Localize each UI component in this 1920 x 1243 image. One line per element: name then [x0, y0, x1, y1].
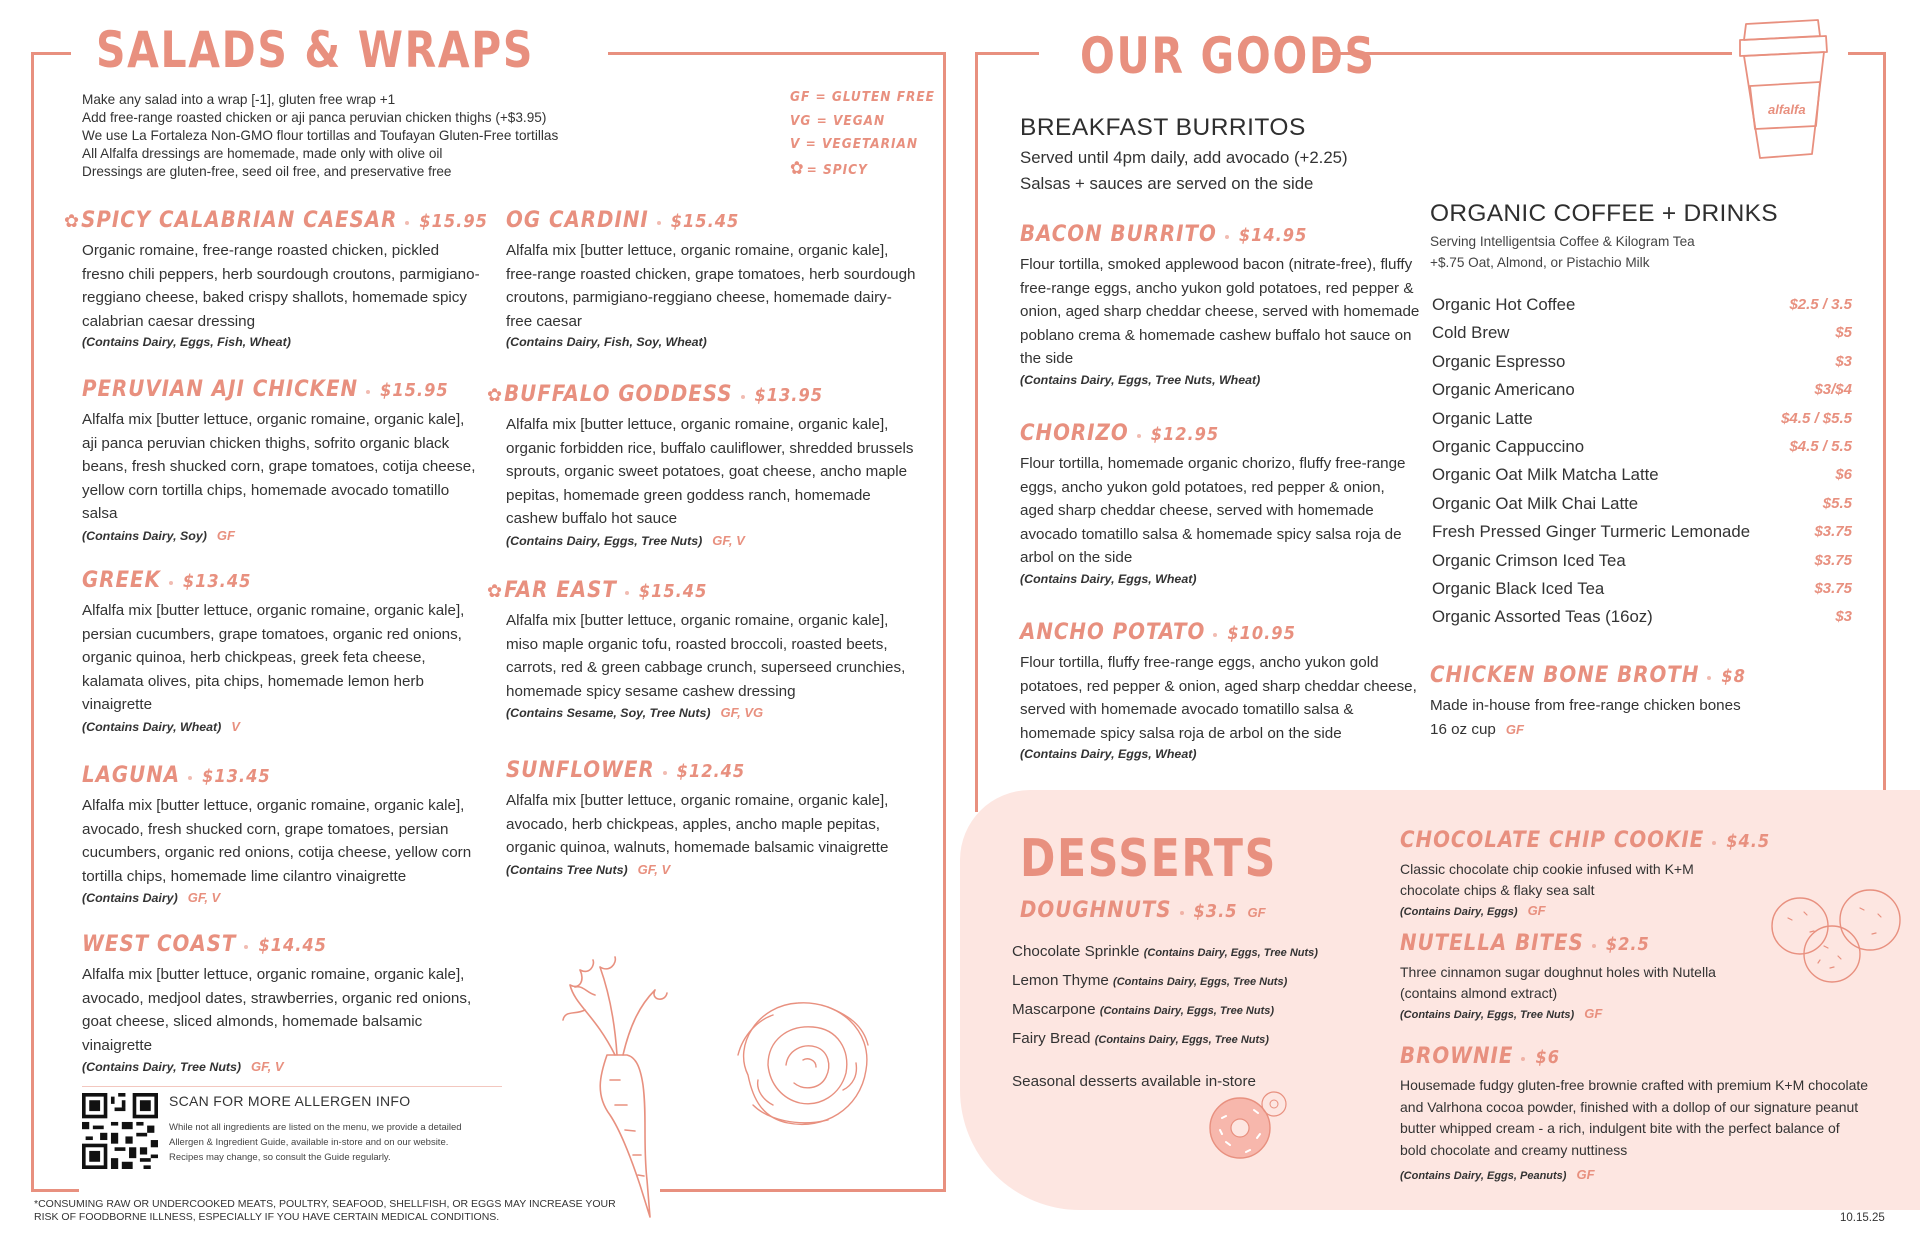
goods-frame-top-right [1848, 52, 1886, 55]
item-price: $14.95 [1238, 225, 1308, 246]
legend-gf: GF = GLUTEN FREE [790, 89, 935, 105]
item-desc: Alfalfa mix [butter lettuce, organic romaine, organic kale], free-range roasted chicken, grape tomatoes, herb sourdough croutons, parmigiano-reggiano cheese, homemade dairy-free caesar [506, 242, 916, 330]
item-price: $14.45 [258, 935, 327, 956]
item-desc: Alfalfa mix [butter lettuce, organic romaine, organic kale], avocado, medjool dates, strawberries, organic red onions, goat cheese, sliced almonds, homemade balsamic vinaigrette [82, 966, 472, 1054]
coffee-sub2: +$.75 Oat, Almond, or Pistachio Milk [1430, 255, 1650, 270]
chili-icon: ✿ [790, 157, 805, 179]
doughnut-row: Mascarpone (Contains Dairy, Eggs, Tree Nuts) [1012, 1001, 1275, 1018]
diet-tags: V [231, 718, 240, 734]
drink-name: Organic Americano [1432, 380, 1575, 400]
item-name: WEST COAST [82, 932, 237, 957]
diet-tags: GF [1584, 1006, 1603, 1021]
drink-row [1432, 490, 1852, 518]
item-name: OG CARDINI [506, 208, 649, 233]
diet-tags: GF [1576, 1167, 1595, 1182]
item-price: $15.45 [638, 581, 708, 602]
drink-price: $3 [1835, 352, 1852, 370]
burritos-sub1: Served until 4pm daily, add avocado (+2.25) [1020, 148, 1348, 167]
item-name: BUFFALO GODDESS [504, 382, 733, 407]
item-desc: Alfalfa mix [butter lettuce, organic romaine, organic kale], organic forbidden rice, buffalo cauliflower, shredded brussels sprouts, organic sweet potatoes, goat cheese, ancho maple pepitas, homemade green goddess ranch, homemade cashew buffalo hot sauce [506, 416, 914, 527]
item-desc: Flour tortilla, fluffy free-range eggs, ancho yukon gold potatoes, red pepper & onion, aged sharp cheddar cheese, served with homemade avocado tomatillo salsa & homemade spicy salsa roja de arbol on the side [1020, 654, 1417, 742]
burritos-sub2: Salsas + sauces are served on the side [1020, 174, 1314, 193]
intro-line: We use La Fortaleza Non-GMO flour tortillas and Toufayan Gluten-Free tortillas [82, 128, 559, 143]
item-name: BROWNIE [1400, 1044, 1514, 1069]
qr-code-icon[interactable] [82, 1093, 158, 1169]
diet-legend [790, 86, 940, 182]
coffee-sub1: Serving Intelligentsia Coffee & Kilogram Tea [1430, 234, 1695, 249]
salads-frame-top-left [31, 52, 71, 55]
salad-item [64, 208, 488, 349]
salad-item [82, 763, 482, 905]
goods-frame-top-mid [1322, 52, 1732, 55]
goods-frame-left [975, 52, 978, 812]
drink-price: $3 [1835, 608, 1852, 626]
item-name: LAGUNA [82, 763, 181, 788]
item-name: ANCHO POTATO [1020, 620, 1206, 645]
drink-name: Fresh Pressed Ginger Turmeric Lemonade [1432, 522, 1751, 542]
qr-title: SCAN FOR MORE ALLERGEN INFO [169, 1093, 411, 1109]
coffee-cup-illustration [1728, 14, 1840, 166]
salads-title: SALADS & WRAPS [96, 21, 535, 79]
diet-tags: GF, V [251, 1059, 284, 1074]
item-name: SUNFLOWER [506, 758, 655, 783]
salad-item [506, 758, 916, 877]
carrot-illustration [555, 955, 685, 1220]
item-desc: Flour tortilla, smoked applewood bacon (nitrate-free), fluffy free-range eggs, ancho yukon gold potatoes, red pepper & onion, aged sharp cheddar cheese, served with homemade poblano crema & homemade cashew buffalo hot sauce on the side [1020, 256, 1420, 367]
salad-item [506, 208, 916, 349]
disclaimer: *CONSUMING RAW OR UNDERCOOKED MEATS, POULTRY, SEAFOOD, SHELLFISH, OR EGGS MAY INCREASE YOUR RISK OF FOODBORNE ILLNESS, ESPECIALLY IF YOU HAVE CERTAIN MEDICAL CONDITIONS. [34, 1198, 616, 1223]
intro-line: Add free-range roasted chicken or aji panca peruvian chicken thighs (+$3.95) [82, 110, 547, 125]
item-allergens: (Contains Dairy, Soy) GF [82, 527, 235, 543]
item-price: $12.45 [676, 761, 746, 782]
item-name: CHICKEN BONE BROTH [1430, 663, 1700, 688]
item-allergens: (Contains Dairy, Fish, Soy, Wheat) [506, 335, 707, 349]
intro-line: Make any salad into a wrap [-1], gluten free wrap +1 [82, 92, 396, 107]
qr-divider [82, 1086, 502, 1087]
diet-tags: GF, VG [720, 705, 764, 720]
item-allergens: (Contains Dairy, Eggs, Peanuts) GF [1400, 1167, 1595, 1182]
drink-row [1432, 291, 1852, 319]
broth-item [1430, 663, 1850, 741]
cabbage-illustration [728, 995, 878, 1133]
drink-row [1432, 461, 1852, 489]
item-price: $6 [1535, 1047, 1560, 1068]
drink-row [1432, 433, 1852, 461]
diet-tags: GF [1527, 903, 1546, 918]
desserts-title: DESSERTS [1020, 829, 1277, 889]
salads-frame-top-right [608, 52, 946, 55]
item-price: $10.95 [1227, 623, 1296, 644]
item-desc: Alfalfa mix [butter lettuce, organic romaine, organic kale], miso maple organic tofu, roasted broccoli, roasted beets, carrots, red & green cabbage crunch, superseed crunchies, homemade spicy sesame cashew dressing [506, 612, 906, 700]
salads-frame-bottom-right [660, 1189, 946, 1192]
item-name: DOUGHNUTS [1020, 898, 1172, 923]
legend-spicy: ✿ = SPICY [790, 157, 868, 179]
item-name: NUTELLA BITES [1400, 931, 1584, 956]
qr-text: While not all ingredients are listed on the menu, we provide a detailed Allergen & Ingredient Guide, available in-store and on our website. Recipes may change, so consult the Guide regularly. [169, 1122, 462, 1163]
item-desc: Alfalfa mix [butter lettuce, organic romaine, organic kale], avocado, herb chickpeas, apples, ancho maple pepitas, organic quinoa, walnuts, homemade balsamic vinaigrette [506, 792, 889, 856]
item-name: CHORIZO [1020, 421, 1129, 446]
item-desc: Housemade fudgy gluten-free brownie crafted with premium K+M chocolate and Valrhona cocoa powder, finished with a dollop of our signature peanut butter whipped cream - a rich, indulgent bite with the perfect balance of bold chocolate and creamy nuttiness [1400, 1077, 1869, 1158]
drink-row [1432, 405, 1852, 433]
item-allergens: (Contains Dairy, Eggs, Tree Nuts, Wheat) [1020, 372, 1261, 387]
seasonal-note: Seasonal desserts available in-store [1012, 1073, 1256, 1090]
intro-line: All Alfalfa dressings are homemade, made only with olive oil [82, 146, 443, 161]
doughnut-illustration [1208, 1090, 1288, 1162]
salad-item [487, 578, 917, 720]
diet-tags: GF [1247, 905, 1266, 920]
item-price: $13.45 [202, 766, 271, 787]
item-allergens: (Contains Dairy, Eggs, Wheat) [1020, 747, 1197, 761]
diet-tags: GF, V [712, 532, 745, 548]
drink-row [1432, 575, 1852, 603]
salads-frame-right [943, 52, 946, 1192]
item-name: BACON BURRITO [1020, 222, 1217, 247]
item-allergens: (Contains Dairy, Eggs, Wheat) [1020, 571, 1197, 586]
salads-intro [82, 91, 602, 181]
item-allergens: (Contains Dairy, Tree Nuts) GF, V [82, 1059, 284, 1074]
item-allergens: (Contains Dairy, Eggs, Fish, Wheat) [82, 335, 291, 349]
legend-v: V = VEGETARIAN [790, 136, 919, 152]
drink-price: $6 [1835, 466, 1852, 484]
goods-title: OUR GOODS [1080, 27, 1376, 85]
cup-logo: alfalfa [1768, 102, 1806, 117]
diet-tags: GF [216, 527, 235, 543]
diet-tags: GF [1505, 721, 1524, 737]
item-allergens: (Contains Dairy) GF, V [82, 890, 221, 905]
item-name: GREEK [82, 568, 161, 593]
item-desc: Alfalfa mix [butter lettuce, organic romaine, organic kale], avocado, fresh shucked corn, grape tomatoes, persian cucumbers, organic red onions, cotija cheese, yellow corn tortilla chips, homemade lime cilantro vinaigrette [82, 797, 472, 885]
item-name: FAR EAST [504, 578, 617, 603]
drink-name: Organic Latte [1432, 408, 1533, 428]
drink-price: $3.75 [1814, 551, 1852, 569]
item-name: PERUVIAN AJI CHICKEN [82, 377, 359, 402]
intro-line: Dressings are gluten-free, seed oil free, and preservative free [82, 164, 452, 179]
drink-name: Organic Assorted Teas (16oz) [1432, 607, 1653, 627]
item-allergens: (Contains Dairy, Eggs, Tree Nuts) GF [1400, 1006, 1603, 1021]
drink-price: $3.75 [1814, 523, 1852, 541]
burritos-title: BREAKFAST BURRITOS [1020, 114, 1306, 141]
drink-row [1432, 603, 1852, 631]
drink-price: $3/$4 [1814, 381, 1852, 399]
item-price: $8 [1721, 666, 1746, 687]
drink-name: Organic Black Iced Tea [1432, 579, 1605, 599]
item-allergens: (Contains Dairy, Eggs) GF [1400, 903, 1546, 918]
diet-tags: GF, V [187, 890, 221, 905]
item-price: $12.95 [1150, 424, 1220, 445]
burrito-item [1020, 620, 1420, 761]
legend-vg: VG = VEGAN [790, 112, 886, 129]
drink-name: Organic Crimson Iced Tea [1432, 550, 1626, 570]
item-price: $2.5 [1605, 934, 1650, 955]
salads-frame-left [31, 52, 34, 1192]
item-size: 16 oz cup GF [1430, 720, 1524, 738]
drink-price: $4.5 / $5.5 [1781, 409, 1852, 427]
drink-name: Organic Oat Milk Matcha Latte [1432, 465, 1659, 485]
goods-frame-top-left [975, 52, 1039, 55]
drink-price: $3.75 [1814, 580, 1852, 598]
drink-price: $5 [1835, 324, 1852, 342]
chili-icon: ✿ [487, 581, 503, 601]
doughnuts-block [1020, 898, 1380, 929]
item-desc: Alfalfa mix [butter lettuce, organic romaine, organic kale], aji panca peruvian chicken thighs, sofrito organic black beans, fresh shucked corn, grape tomatoes, cotija cheese, yellow corn tortilla chips, homemade avocado tomatillo salsa [82, 411, 476, 522]
item-name: CHOCOLATE CHIP COOKIE [1400, 828, 1705, 853]
burrito-item [1020, 222, 1420, 387]
drink-name: Organic Hot Coffee [1432, 295, 1576, 314]
item-desc: Made in-house from free-range chicken bones [1430, 697, 1741, 714]
doughnut-row: Lemon Thyme (Contains Dairy, Eggs, Tree Nuts) [1012, 972, 1288, 989]
item-price: $15.45 [670, 211, 740, 232]
diet-tags: GF, V [637, 861, 671, 877]
drink-price: $2.5 / 3.5 [1789, 296, 1852, 313]
doughnut-row: Chocolate Sprinkle (Contains Dairy, Eggs, Tree Nuts) [1012, 943, 1318, 960]
salad-item [82, 377, 482, 543]
item-allergens: (Contains Dairy, Wheat) V [82, 718, 240, 734]
doughnut-row: Fairy Bread (Contains Dairy, Eggs, Tree Nuts) [1012, 1030, 1269, 1047]
dessert-item [1400, 1044, 1870, 1182]
item-desc: Organic romaine, free-range roasted chicken, pickled fresno chili peppers, herb sourdough croutons, parmigiano-reggiano cheese, baked crispy shallots, homemade spicy calabrian caesar dressing [82, 242, 480, 330]
item-allergens: (Contains Tree Nuts) GF, V [506, 861, 671, 877]
item-allergens: (Contains Sesame, Soy, Tree Nuts) GF, VG [506, 705, 764, 720]
drink-name: Organic Cappuccino [1432, 437, 1585, 457]
item-desc: Classic chocolate chip cookie infused with K+M chocolate chips & flaky sea salt [1400, 861, 1694, 898]
drink-row [1432, 348, 1852, 376]
drink-name: Cold Brew [1432, 323, 1510, 343]
item-price: $3.5 [1193, 901, 1238, 922]
doughnut-holes-illustration [1760, 884, 1910, 986]
item-desc: Three cinnamon sugar doughnut holes with Nutella (contains almond extract) [1400, 964, 1716, 1001]
chili-icon: ✿ [487, 385, 503, 405]
item-price: $13.95 [754, 385, 823, 406]
drink-row [1432, 319, 1852, 347]
item-price: $4.5 [1726, 831, 1771, 852]
item-price: $15.95 [419, 211, 488, 232]
burrito-item [1020, 421, 1420, 586]
drink-name: Organic Espresso [1432, 351, 1566, 371]
item-price: $15.95 [380, 380, 449, 401]
item-price: $13.45 [182, 571, 252, 592]
salad-item [487, 382, 917, 548]
drink-row [1432, 376, 1852, 404]
salad-item [82, 932, 482, 1074]
item-desc: Flour tortilla, homemade organic chorizo, fluffy free-range eggs, ancho yukon gold potatoes, red pepper & onion, aged sharp cheddar cheese, served with homemade avocado tomatillo salsa & homemade spicy salsa roja de arbol on the side [1020, 455, 1406, 566]
chili-icon: ✿ [64, 211, 80, 231]
coffee-title: ORGANIC COFFEE + DRINKS [1430, 200, 1778, 227]
drink-price: $5.5 [1822, 494, 1852, 512]
salads-frame-bottom-left [31, 1189, 79, 1192]
item-name: SPICY CALABRIAN CAESAR [81, 208, 398, 233]
date-stamp: 10.15.25 [1840, 1212, 1885, 1224]
drink-price: $4.5 / 5.5 [1789, 438, 1852, 456]
item-desc: Alfalfa mix [butter lettuce, organic romaine, organic kale], persian cucumbers, grape tomatoes, organic red onions, organic quinoa, herb chickpeas, greek feta cheese, kalamata olives, pita chips, homemade lemon herb vinaigrette [82, 602, 465, 713]
salad-item [82, 568, 482, 734]
item-allergens: (Contains Dairy, Eggs, Tree Nuts) GF, V [506, 532, 745, 548]
drinks-list [1432, 291, 1852, 632]
drink-name: Organic Oat Milk Chai Latte [1432, 493, 1639, 513]
goods-frame-right [1883, 52, 1886, 812]
drink-row [1432, 518, 1852, 546]
doughnut-list [1012, 938, 1392, 1095]
drink-row [1432, 547, 1852, 575]
